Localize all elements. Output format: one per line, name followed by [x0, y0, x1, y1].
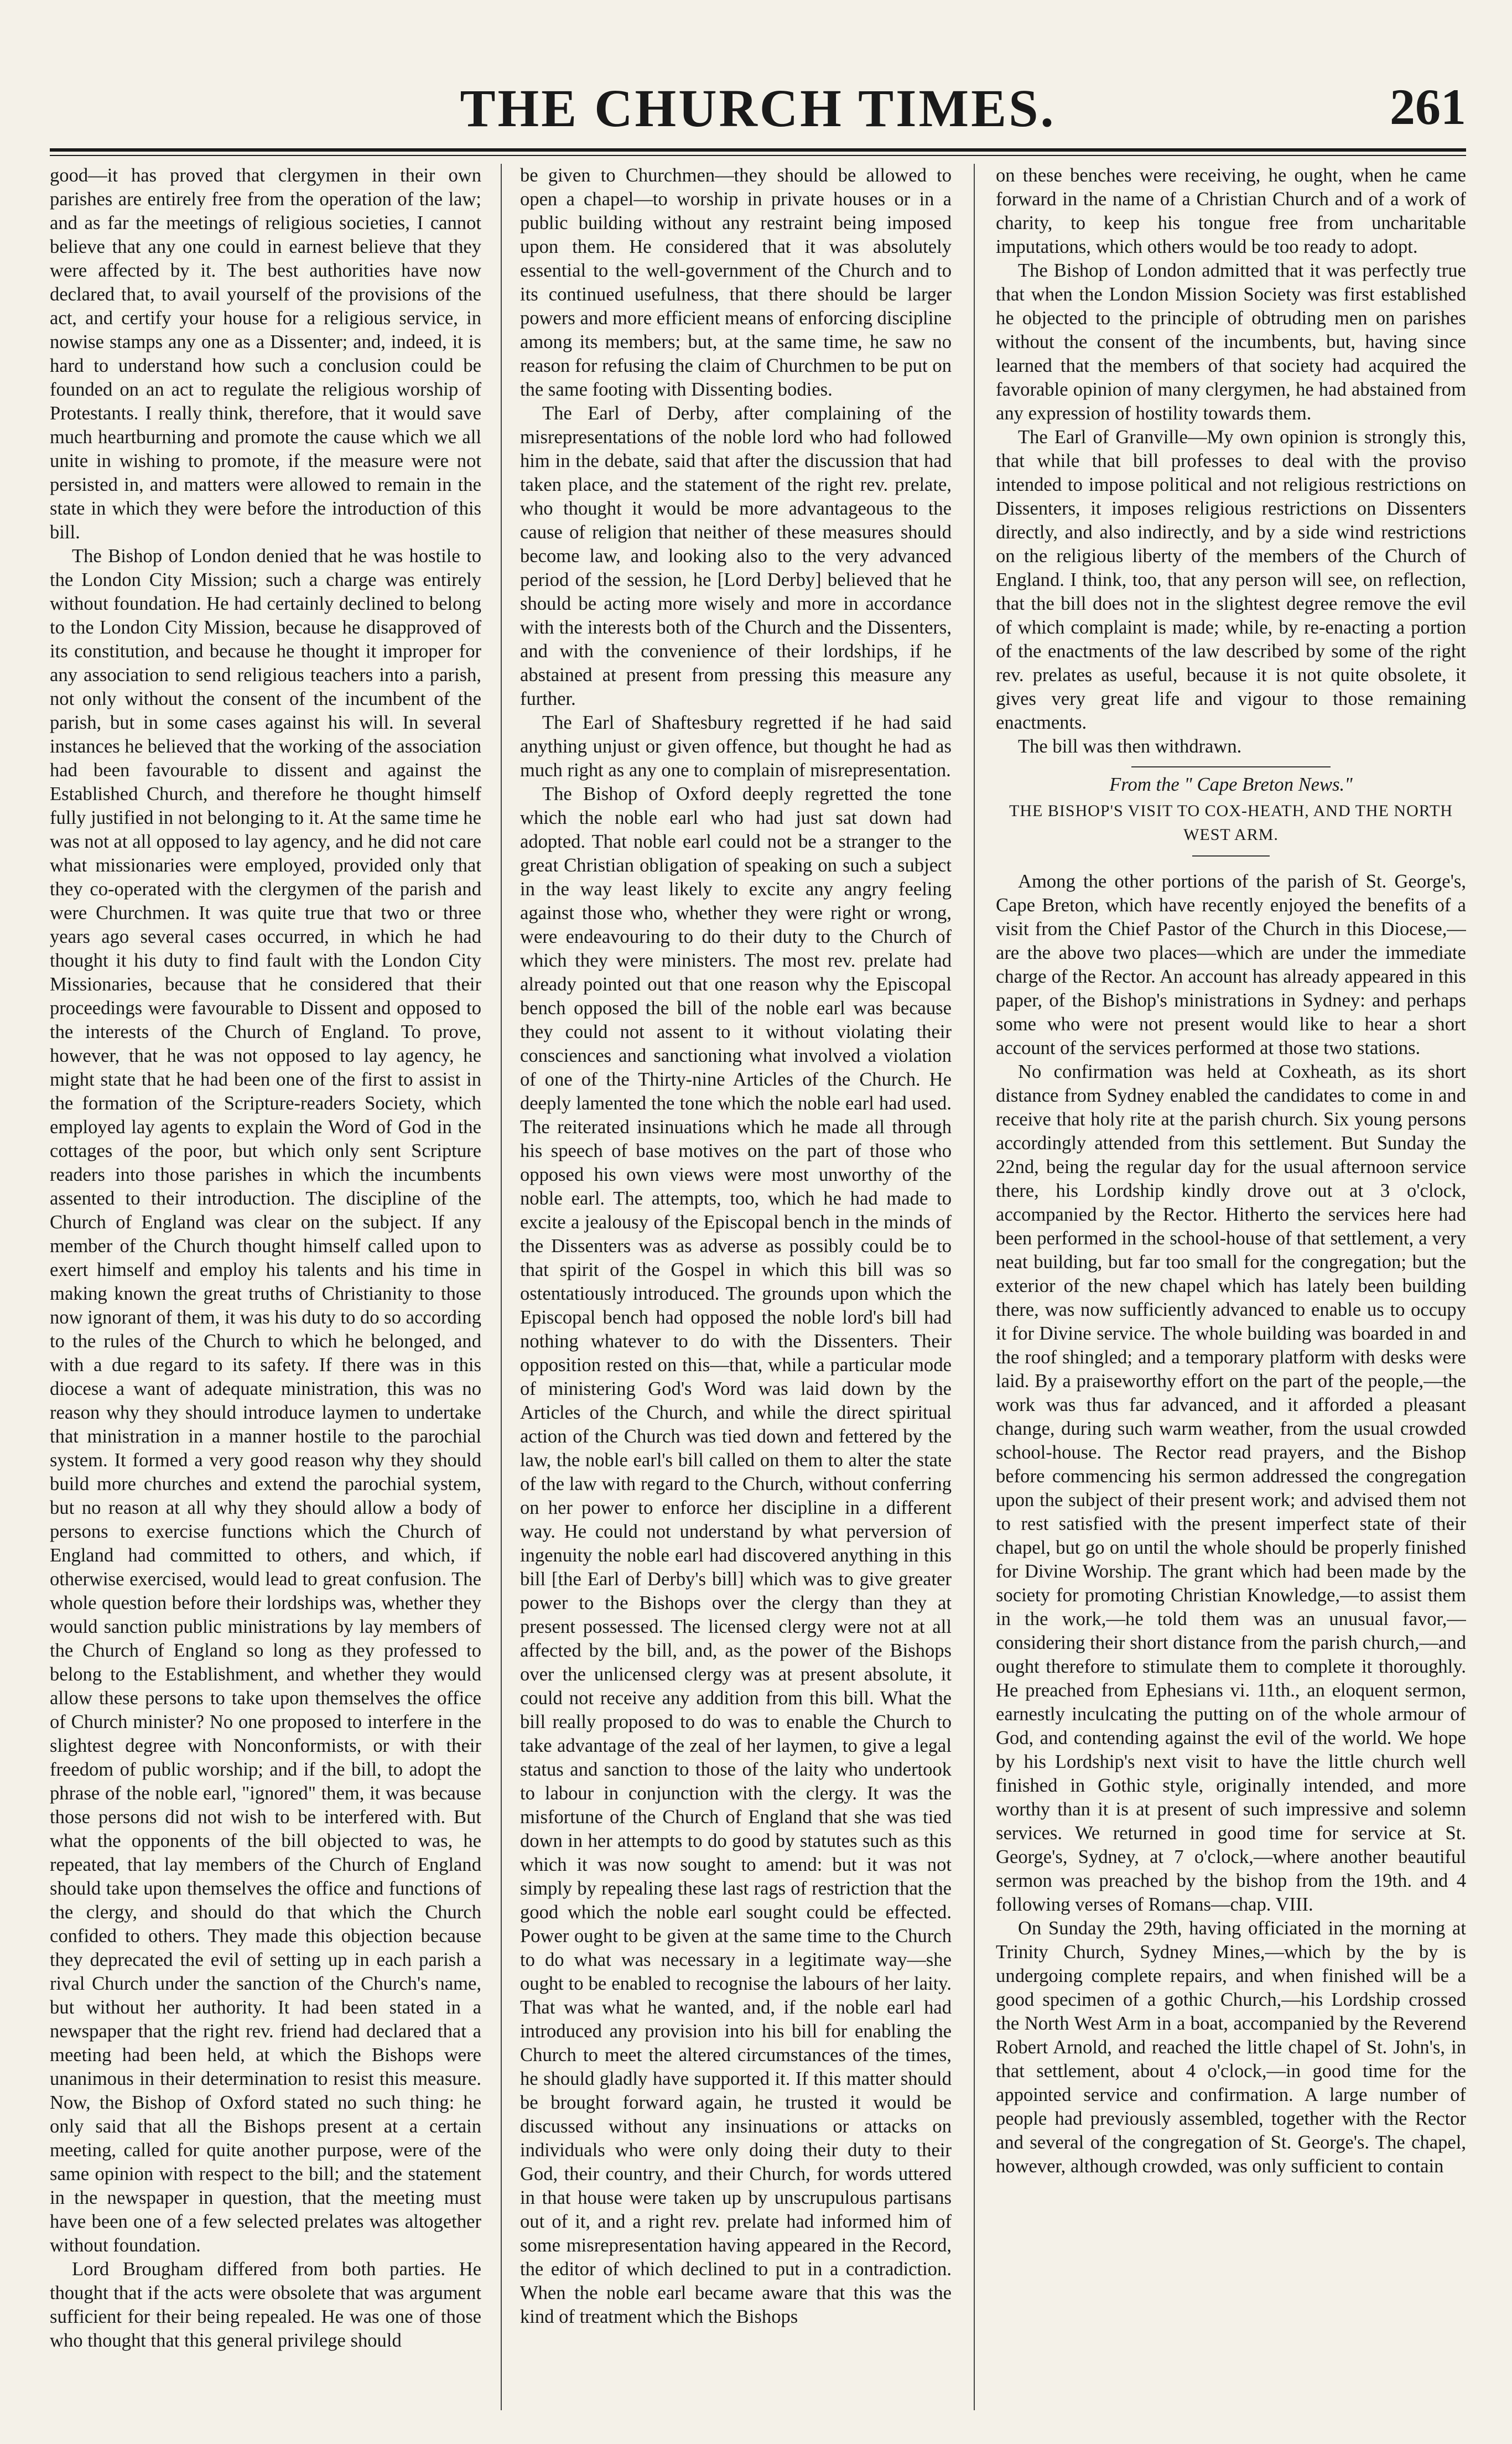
masthead-rule [50, 148, 1466, 152]
section-rule [1131, 766, 1331, 767]
paragraph: be given to Churchmen—they should be allowed to open a chapel—to worship in private houses or in a public building without any restraint being imposed upon them. He considered that it was absolutely essential to the well-government of the Church and to its continued usefulness, that there should be larger powers and more efficient means of enforcing discipline among its members; but, at the same time, he saw no reason for refusing the claim of Churchmen to be put on the same footing with Dissenting bodies. [520, 165, 952, 400]
paragraph: The Bishop of London denied that he was hostile to the London City Mission; such a charge was entirely without foundation. He had certainly declined to belong to the London City Mission, because he disapproved of its constitution, and because he thought it improper for any association to send religious teachers into a parish, not only without the consent of the incumbent of the parish, but in some cases against his will. In several instances he believed that the working of the association had been favourable to dissent and against the Established Church, and therefore he thought himself fully justified in not belonging to it. At the same time he was not at all opposed to lay agency, and he did not care what missionaries were employed, provided only that they co-operated with the clergymen of the parish and were Churchmen. It was quite true that two or three years ago several cases occurred, in which he had thought it his duty to find fault with the London City Missionaries, because that he considered that their proceedings were favourable to Dissent and opposed to the interests of the Church of England. To prove, however, that he was not opposed to lay agency, he might state that he had been one of the first to assist in the formation of the Scripture-readers Society, which employed lay agents to explain the Word of God in the cottages of the poor, but which only sent Scripture readers into those parishes in which the incumbents assented to their introduction. The discipline of the Church of England was clear on the subject. If any member of the Church thought himself called upon to exert himself and employ his talents and his time in making known the great truths of Christianity to those now ignorant of them, it was his duty to do so according to the rules of the Church to which he belonged, and with a due regard to its safety. If there was in this diocese a want of adequate ministration, this was no reason why they should introduce laymen to undertake that ministration in a manner hostile to the parochial system. It formed a very good reason why they should build more churches and extend the parochial system, but no reason at all why they should allow a body of persons to exercise functions which the Church of England had committed to others, and which, if otherwise exercised, would lead to great confusion. The whole question before their lordships was, whether they would sanction public ministrations by lay members of the Church of England so long as they professed to belong to the Establishment, and whether they would allow these persons to take upon themselves the office of Church minister? No one proposed to interfere in the slightest degree with Nonconformists, or with their freedom of public worship; and if the bill, to adopt the phrase of the noble earl, "ignored" them, it was because those persons did not wish to be interfered with. But what the opponents of the bill objected to was, he repeated, that lay members of the Church of England should take upon themselves the office and functions of the clergy, and should do that which the Church confided to others. They made this objection because they deprecated the evil of setting up in each parish a rival Church under the sanction of the Church's name, but without her authority. It had been stated in a newspaper that the right rev. friend had declared that a meeting had been held, at which the Bishops were unanimous in their determination to resist this measure. Now, the Bishop of Oxford stated no such thing: he only said that all the Bishops present at a certain meeting, called for quite another purpose, were of the same opinion with respect to the bill; and the statement in the newspaper in question, that the meeting must have been one of a few selected prelates was altogether without foundation. [50, 546, 481, 2256]
paragraph: Among the other portions of the parish of St. George's, Cape Breton, which have recently enjoyed the benefits of a visit from the Chief Pastor of the Church in this Diocese,—are the above two places—which are under the immediate charge of the Rector. An account has already appeared in this paper, of the Bishop's ministrations in Sydney: and perhaps some who were not present would like to hear a short account of the services performed at those two stations. [996, 871, 1466, 1058]
paragraph: The bill was then withdrawn. [1018, 736, 1242, 757]
article-headline: THE BISHOP'S VISIT TO COX-HEATH, AND THE NORTH WEST ARM. [1009, 802, 1453, 844]
paragraph: The Bishop of London admitted that it was perfectly true that when the London Mission Society was first established he objected to the principle of obtruding men on parishes without the consent of the incumbents, but, having since learned that the members of that society had acquired the favorable opinion of many clergymen, he had abstained from any expression of hostility towards them. [996, 260, 1466, 424]
column-1 [50, 164, 481, 2410]
page-number: 261 [1390, 79, 1466, 135]
paragraph: good—it has proved that clergymen in their own parishes are entirely free from the operation of the law; and as far the meetings of religious societies, I cannot believe that any one could in earnest believe that they were affected by it. The best authorities have now declared that, to avail yourself of the provisions of the act, and certify your house for a religious service, in nowise stamps any one as a Dissenter; and, indeed, it is hard to understand how such a conclusion could be founded on an act to regulate the religious worship of Protestants. I really think, therefore, that it would save much heartburning and promote the cause which we all unite in wishing to promote, if the measure were not persisted in, and matters were allowed to remain in the state in which they were before the introduction of this bill. [50, 165, 481, 543]
masthead-rule-thin [50, 155, 1466, 156]
paragraph: No confirmation was held at Coxheath, as its short distance from Sydney enabled the candidates to come in and receive that holy rite at the parish church. Six young persons accordingly attended from this settlement. But Sunday the 22nd, being the regular day for the usual afternoon service there, his Lordship kindly drove out at 3 o'clock, accompanied by the Rector. Hitherto the services here had been performed in the school-house of that settlement, a very neat building, but far too small for the congregation; but the exterior of the new chapel which has lately been building there, was now sufficiently advanced to enable us to occupy it for Divine service. The whole building was boarded in and the roof shingled; and a temporary platform with desks were laid. By a praiseworthy effort on the part of the people,—the work was thus far advanced, and it afforded a pleasant change, during such warm weather, from the usual crowded school-house. The Rector read prayers, and the Bishop before commencing his sermon addressed the congregation upon the subject of their present work; and advised them not to rest satisfied with the present imperfect state of their chapel, but go on until the whole should be properly finished for Divine Worship. The grant which had been made by the society for promoting Christian Knowledge,—to assist them in the work,—he told them was an unusual favor,—considering their short distance from the parish church,—and ought therefore to stimulate them to complete it thoroughly. He preached from Ephesians vi. 11th., an eloquent sermon, earnestly inculcating the putting on of the whole armour of God, and contending against the evil of the world. We hope by his Lordship's next visit to have the little church well finished in Gothic style, originally intended, and more worthy than it is at present of such impressive and solemn services. We returned in good time for service at St. George's, Sydney, at 7 o'clock,—where another beautiful sermon was preached by the bishop from the 19th. and 4 following verses of Romans—chap. VIII. [996, 1061, 1466, 1915]
paragraph: The Earl of Derby, after complaining of the misrepresentations of the noble lord who had followed him in the debate, said that after the discussion that had taken place, and the statement of the right rev. prelate, who thought it would be more advantageous to the cause of religion that neither of these measures should become law, and looking also to the very advanced period of the session, he [Lord Derby] believed that he should be acting more wisely and more in accordance with the interests both of the Church and the Dissenters, and with the convenience of their lordships, if he abstained at present from pressing this measure any further. [520, 403, 952, 709]
paragraph: The Earl of Shaftesbury regretted if he had said anything unjust or given offence, but thought he had as much right as any one to complain of misrepresentation. [520, 712, 952, 781]
column-3 [996, 164, 1466, 2410]
source-credit: From the " Cape Breton News." [1109, 774, 1353, 795]
paragraph: on these benches were receiving, he ought, when he came forward in the name of a Christian Church and of a work of charity, to keep his tongue free from uncharitable imputations, which others would be too ready to adopt. [996, 165, 1466, 257]
masthead [50, 66, 1466, 155]
column-divider [974, 164, 975, 2410]
paragraph: The Earl of Granville—My own opinion is strongly this, that while that bill professes to deal with the proviso intended to impose political and not religious restrictions on Dissenters, it imposes religious restrictions on Dissenters directly, and also indirectly, and by a side wind restrictions on the religious liberty of the members of the Church of England. I think, too, that any person will see, on reflection, that the bill does not in the slightest degree remove the evil of which complaint is made; while, by re-enacting a portion of the enactments of the law described by some of the right rev. prelates as useful, because it is not quite obsolete, it gives very great life and vigour to those remaining enactments. [996, 427, 1466, 733]
column-divider [501, 164, 502, 2410]
paragraph: On Sunday the 29th, having officiated in the morning at Trinity Church, Sydney Mines,—which by the by is undergoing complete repairs, and when finished will be a good specimen of a gothic Church,—his Lordship crossed the North West Arm in a boat, accompanied by the Reverend Robert Arnold, and reached the little chapel of St. John's, in that settlement, about 4 o'clock,—in good time for the appointed service and confirmation. A large number of people had previously assembled, together with the Rector and several of the congregation of St. George's. The chapel, however, although crowded, was only sufficient to contain [996, 1918, 1466, 2177]
column-2 [520, 164, 952, 2410]
newspaper-title: THE CHURCH TIMES. [460, 79, 1056, 138]
paragraph: The Bishop of Oxford deeply regretted the tone which the noble earl who had just sat down had adopted. That noble earl could not be a stranger to the great Christian obligation of speaking on such a subject in the way least likely to excite any angry feeling against those who, whether they were right or wrong, were endeavouring to do their duty to the Church of which they were ministers. The most rev. prelate had already pointed out that one reason why the Episcopal bench opposed the bill of the noble earl was because they could not assent to it without violating their consciences and sanctioning what involved a violation of one of the Thirty-nine Articles of the Church. He deeply lamented the tone which the noble earl had used. The reiterated insinuations which he made all through his speech of base motives on the part of those who opposed his own views were most unworthy of the noble earl. The attempts, too, which he had made to excite a jealousy of the Episcopal bench in the minds of the Dissenters was as adverse as possibly could be to that spirit of the Gospel in which this bill was so ostentatiously introduced. The grounds upon which the Episcopal bench had opposed the noble lord's bill had nothing whatever to do with the Dissenters. Their opposition rested on this—that, while a particular mode of ministering God's Word was laid down by the Articles of the Church, and while the direct spiritual action of the Church was tied down and fettered by the law, the noble earl's bill called on them to alter the state of the law with regard to the Church, without conferring on her power to enforce her discipline in a different way. He could not understand by what perversion of ingenuity the noble earl had discovered anything in this bill [the Earl of Derby's bill] which was to give greater power to the Bishops over the clergy than they at present possessed. The licensed clergy were not at all affected by the bill, and, as the power of the Bishops over the unlicensed clergy was at present absolute, it could not receive any addition from this bill. What the bill really proposed to do was to enable the Church to take advantage of the zeal of her laymen, to give a legal status and sanction to those of the laity who undertook to labour in conjunction with the clergy. It was the misfortune of the Church of England that she was tied down in her attempts to do good by statutes such as this which it was now sought to amend: but it was not simply by repealing these last rags of restriction that the good which the noble earl sought could be effected. Power ought to be given at the same time to the Church to do what was necessary in a legitimate way—she ought to be enabled to recognise the labours of her laity. That was what he wanted, and, if the noble earl had introduced any provision into his bill for enabling the Church to meet the altered circumstances of the times, he should gladly have supported it. If this matter should be brought forward again, he trusted it would be discussed without any insinuations or attacks on individuals who were only doing their duty to their God, their country, and their Church, for words uttered in that house were taken up by unscrupulous partisans out of it, and a right rev. prelate had informed him of some misrepresentation having appeared in the Record, the editor of which declined to put in a contradiction. When the noble earl became aware that this was the kind of treatment which the Bishops [520, 783, 952, 2327]
headline-rule [1192, 855, 1270, 857]
paragraph: Lord Brougham differed from both parties. He thought that if the acts were obsolete that was argument sufficient for their being repealed. He was one of those who thought that this general privilege should [50, 2259, 481, 2351]
